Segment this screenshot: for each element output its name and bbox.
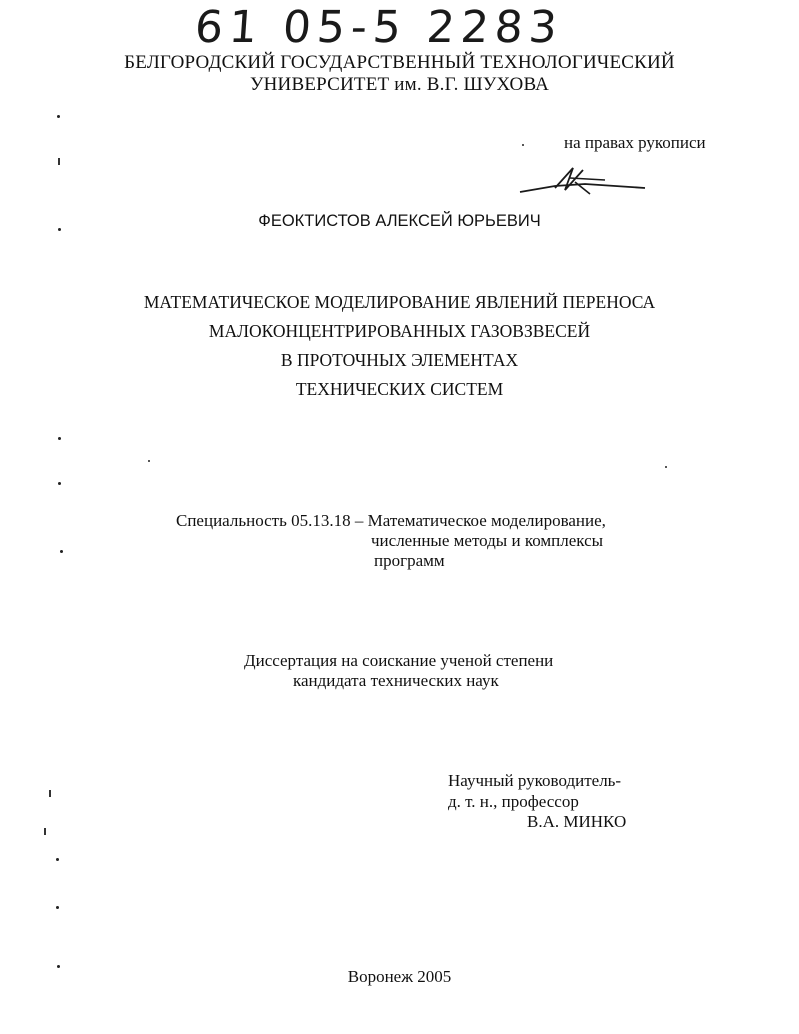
scan-speck (522, 144, 524, 146)
specialty-line2: численные методы и комплексы (371, 531, 604, 550)
scan-speck (56, 858, 59, 861)
dissertation-title-line2: МАЛОКОНЦЕНТРИРОВАННЫХ ГАЗОВЗВЕСЕЙ (208, 321, 591, 341)
specialty-line3: программ (374, 551, 445, 570)
manuscript-rights-note: на правах рукописи (564, 133, 706, 152)
thesis-degree-line2: кандидата технических наук (293, 671, 499, 690)
supervisor-degree: д. т. н., профессор (448, 792, 579, 811)
thesis-degree-line1: Диссертация на соискание ученой степени (244, 651, 554, 670)
scan-speck (57, 965, 60, 968)
dissertation-title-line1: МАТЕМАТИЧЕСКОЕ МОДЕЛИРОВАНИЕ ЯВЛЕНИЙ ПЕРЕНОСА (143, 292, 656, 312)
handwritten-archive-number: 61 05-5 2283 (193, 2, 565, 53)
author-name: ФЕОКТИСТОВ АЛЕКСЕЙ ЮРЬЕВИЧ (258, 212, 541, 230)
supervisor-name: В.А. МИНКО (527, 812, 627, 831)
supervisor-role: Научный руководитель- (448, 771, 622, 790)
scan-speck (58, 228, 61, 231)
specialty-line1: Специальность 05.13.18 – Математическое моделирование, (176, 511, 606, 530)
scan-speck (58, 158, 60, 165)
city-year: Воронеж 2005 (347, 967, 452, 986)
scan-speck (56, 906, 59, 909)
dissertation-title-line3: В ПРОТОЧНЫХ ЭЛЕМЕНТАХ (280, 350, 519, 370)
scan-speck (665, 466, 667, 468)
scan-speck (58, 482, 61, 485)
university-name-line1: БЕЛГОРОДСКИЙ ГОСУДАРСТВЕННЫЙ ТЕХНОЛОГИЧЕСКИЙ (124, 52, 675, 73)
signature-mark (515, 160, 655, 205)
scan-speck (44, 828, 46, 835)
university-name-line2: УНИВЕРСИТЕТ им. В.Г. ШУХОВА (249, 74, 550, 95)
dissertation-title-line4: ТЕХНИЧЕСКИХ СИСТЕМ (295, 379, 504, 399)
scan-speck (57, 115, 60, 118)
scan-speck (58, 437, 61, 440)
scan-speck (60, 550, 63, 553)
scan-speck (148, 460, 150, 462)
scan-speck (49, 790, 51, 797)
